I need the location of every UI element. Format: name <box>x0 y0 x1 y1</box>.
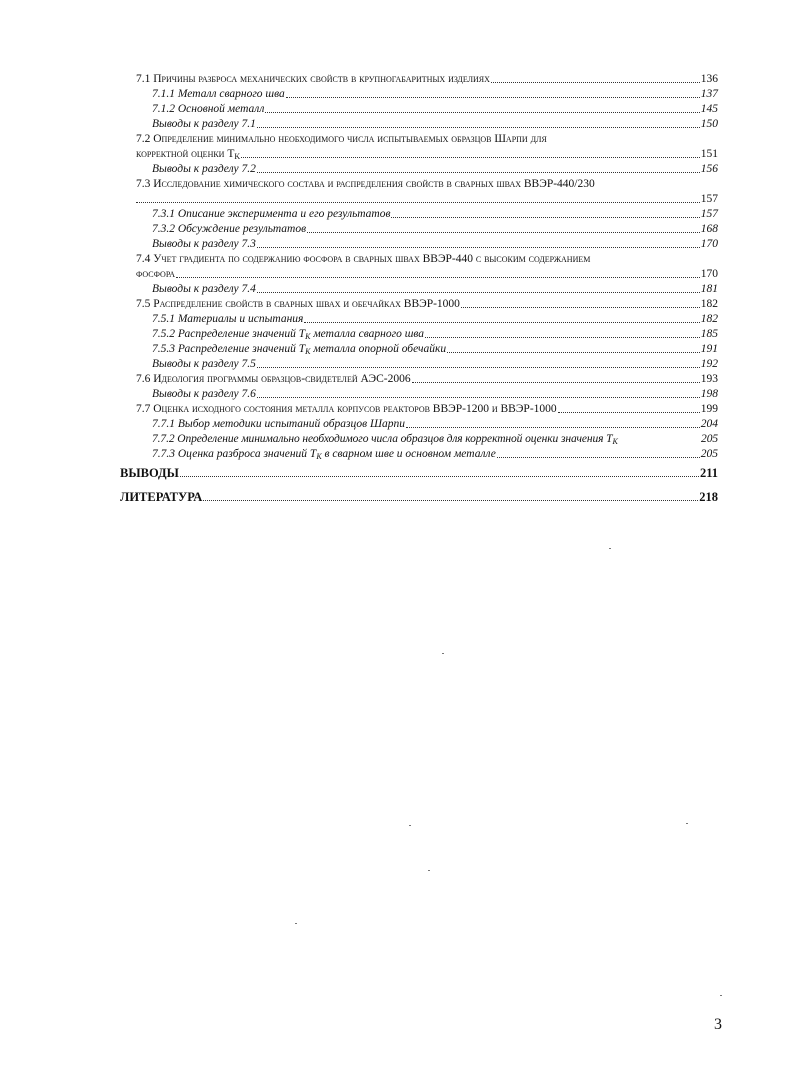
scan-speck <box>720 995 722 996</box>
scan-speck <box>428 870 430 871</box>
scan-speck <box>442 653 444 654</box>
toc-entry-literature[interactable]: ЛИТЕРАТУРА 218 <box>120 490 718 504</box>
toc-conclusions-7-4[interactable]: Выводы к разделу 7.4 181 <box>152 283 718 295</box>
scan-speck <box>609 548 611 549</box>
toc-entry-7-7[interactable]: 7.7 Оценка исходного состояния металла корпусов реакторов ВВЭР-1200 и ВВЭР-1000 199 <box>136 403 718 415</box>
scan-speck <box>686 823 688 824</box>
toc-conclusions-7-3[interactable]: Выводы к разделу 7.3 170 <box>152 238 718 250</box>
toc-entry-7-2[interactable]: корректной оценки $T_K$ 151 <box>136 148 718 161</box>
toc-entry-7-5-2[interactable]: 7.5.2 Распределение значений $T_K$ металла сварного шва 185 <box>152 328 718 341</box>
toc-entry-conclusions[interactable]: ВЫВОДЫ 211 <box>120 466 718 480</box>
toc-entry-7-2-line1[interactable]: 7.2 Определение минимально необходимого числа испытываемых образцов Шарпи для <box>136 133 547 145</box>
toc-entry-7-7-1[interactable]: 7.7.1 Выбор методики испытаний образцов Шарпи 204 <box>152 418 718 430</box>
toc-entry-7-3-2[interactable]: 7.3.2 Обсуждение результатов 168 <box>152 223 718 235</box>
scan-speck <box>409 825 411 826</box>
toc-entry-7-5[interactable]: 7.5 Распределение свойств в сварных швах и обечайках ВВЭР-1000 182 <box>136 298 718 310</box>
toc-entry-7-3-1[interactable]: 7.3.1 Описание эксперимента и его результатов 157 <box>152 208 718 220</box>
toc-entry-7-6[interactable]: 7.6 Идеология программы образцов-свидетелей АЭС-2006 193 <box>136 373 718 385</box>
toc-conclusions-7-2[interactable]: Выводы к разделу 7.2 156 <box>152 163 718 175</box>
toc-entry-7-5-3[interactable]: 7.5.3 Распределение значений $T_K$ металла опорной обечайки 191 <box>152 343 718 356</box>
toc-entry-7-1-2[interactable]: 7.1.2 Основной металл 145 <box>152 103 718 115</box>
scan-speck <box>295 923 297 924</box>
toc-entry-7-7-2[interactable]: 7.7.2 Определение минимально необходимого числа образцов для корректной оценки значения $T_K$ 205 <box>152 433 718 446</box>
toc-entry-7-1-1[interactable]: 7.1.1 Металл сварного шва 137 <box>152 88 718 100</box>
page-number: 3 <box>714 1016 722 1033</box>
toc-entry-7-3-line1[interactable]: 7.3 Исследование химического состава и распределения свойств в сварных швах ВВЭР-440/230 <box>136 178 595 190</box>
toc-entry-7-5-1[interactable]: 7.5.1 Материалы и испытания 182 <box>152 313 718 325</box>
toc-conclusions-7-1[interactable]: Выводы к разделу 7.1 150 <box>152 118 718 130</box>
toc-entry-7-1[interactable]: 7.1 Причины разброса механических свойств в крупногабаритных изделиях 136 <box>136 73 718 85</box>
toc-entry-7-4-line1[interactable]: 7.4 Учет градиента по содержанию фосфора в сварных швах ВВЭР-440 с высоким содержанием <box>136 253 591 265</box>
toc-entry-7-3[interactable]: 157 <box>136 192 718 206</box>
toc-conclusions-7-6[interactable]: Выводы к разделу 7.6 198 <box>152 388 718 400</box>
toc-conclusions-7-5[interactable]: Выводы к разделу 7.5 192 <box>152 358 718 370</box>
toc-entry-7-7-3[interactable]: 7.7.3 Оценка разброса значений $T_K$ в сварном шве и основном металле 205 <box>152 448 718 461</box>
toc-entry-7-4[interactable]: фосфора 170 <box>136 268 718 280</box>
